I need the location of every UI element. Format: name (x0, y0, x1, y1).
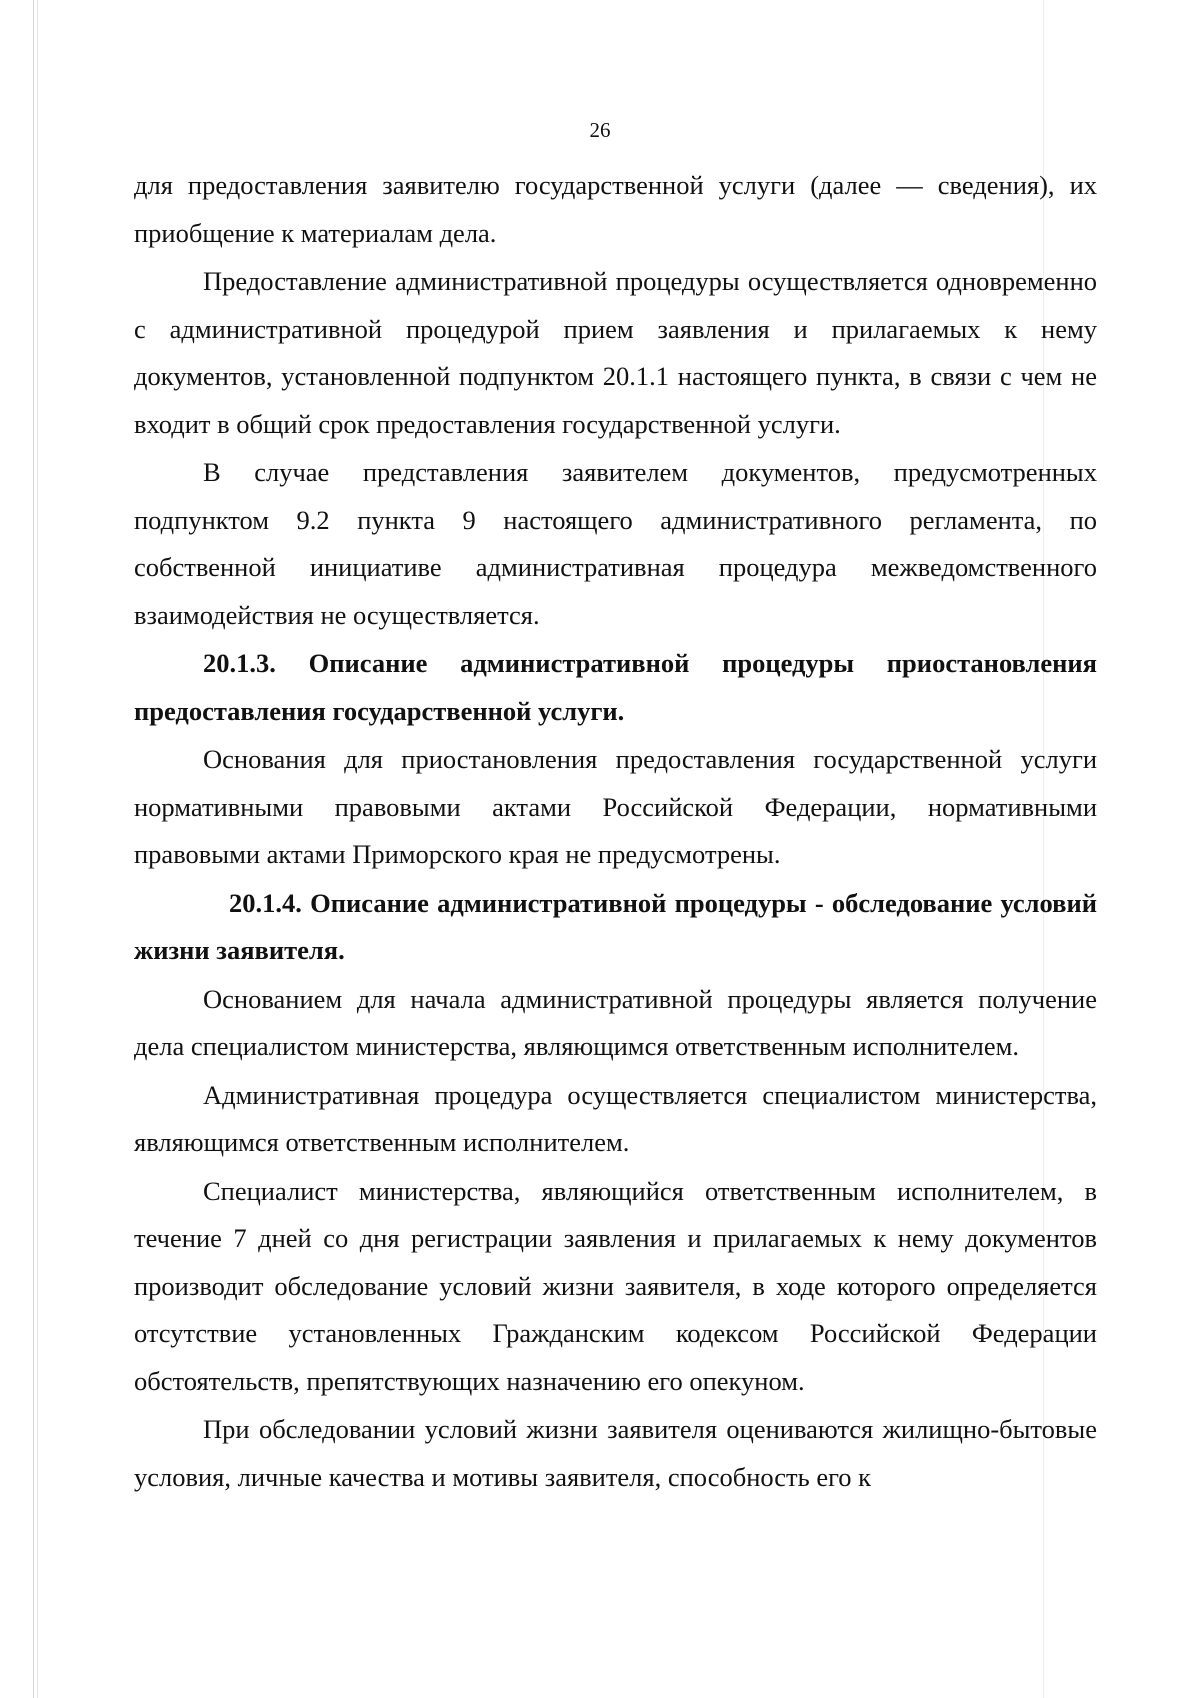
page-number: 26 (589, 118, 611, 142)
scan-edge-line (37, 0, 38, 1698)
paragraph-inspection-term: Специалист министерства, являющийся ответственным исполнителем, в течение 7 дней со дня регистрации заявления и прилагаемых к нему документов производит обследование условий жизни заявителя, в ходе которого определяется отсутствие установленных Гражданским кодексом Российской Федерации обстоятельств, препятствующих назначению его опекуном. (134, 1175, 1097, 1396)
paragraph-procedure-basis: Основанием для начала административной процедуры является получение дела специалистом министерства, являющимся ответственным исполнителем. (134, 983, 1097, 1061)
paragraph-continuation: для предоставления заявителю государственной услуги (далее — сведения), их приобщение к материалам дела. (134, 170, 1097, 248)
paragraph-suspension-grounds: Основания для приостановления предоставления государственной услуги нормативными правовыми актами Российской Федерации, нормативными правовыми актами Приморского края не предусмотрены. (134, 744, 1097, 869)
section-heading-20-1-3: 20.1.3. Описание административной процедуры приостановления предоставления государственной услуги. (134, 648, 1097, 726)
paragraph-own-initiative: В случае представления заявителем документов, предусмотренных подпунктом 9.2 пункта 9 настоящего административного регламента, по собственной инициативе административная процедура межведомственного взаимодействия не осуществляется. (134, 457, 1097, 630)
paragraph-procedure-executor: Административная процедура осуществляется специалистом министерства, являющимся ответственным исполнителем. (134, 1079, 1097, 1157)
paragraph-procedure-timing: Предоставление административной процедуры осуществляется одновременно с административной процедурой прием заявления и прилагаемых к нему документов, установленной подпунктом 20.1.1 настоящего пункта, в связи с чем не входит в общий срок предоставления государственной услуги. (134, 266, 1097, 439)
document-body (134, 162, 1097, 1501)
scan-edge-line (33, 0, 34, 1698)
section-heading-20-1-4: 20.1.4. Описание административной процедуры - обследование условий жизни заявителя. (134, 887, 1097, 965)
paragraph-inspection-evaluation: При обследовании условий жизни заявителя оцениваются жилищно-бытовые условия, личные качества и мотивы заявителя, способность его к (134, 1414, 1097, 1492)
